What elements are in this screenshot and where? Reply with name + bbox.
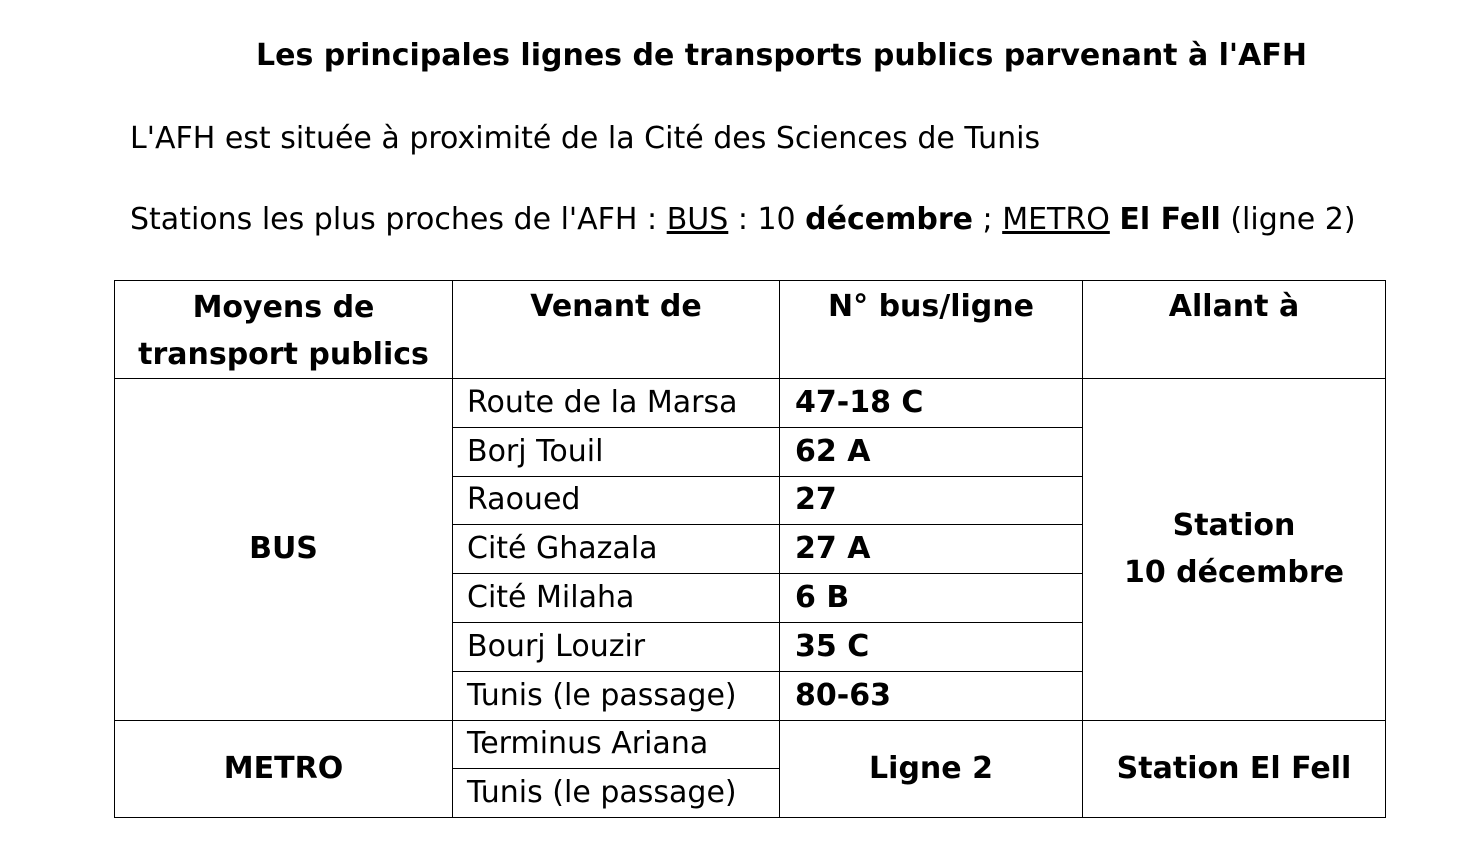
bus-destination-cell: [1083, 379, 1386, 721]
number-cell: 27: [780, 476, 1083, 525]
stations-separator: ;: [973, 202, 1003, 237]
from-cell: Tunis (le passage): [453, 769, 780, 818]
number-cell: 62 A: [780, 427, 1083, 476]
from-cell: Cité Ghazala: [453, 525, 780, 574]
from-cell: Bourj Louzir: [453, 622, 780, 671]
bus-mode-cell: BUS: [115, 379, 453, 721]
header-mode-line2: transport publics: [138, 337, 429, 372]
header-number: N° bus/ligne: [780, 281, 1083, 379]
table-header-row: [115, 281, 1386, 379]
stations-prefix: Stations les plus proches de l'AFH :: [130, 202, 667, 237]
header-from: Venant de: [453, 281, 780, 379]
header-to: Allant à: [1083, 281, 1386, 379]
transport-table: [114, 280, 1386, 818]
from-cell: Cité Milaha: [453, 574, 780, 623]
from-cell: Tunis (le passage): [453, 671, 780, 720]
number-cell: 80-63: [780, 671, 1083, 720]
number-cell: 47-18 C: [780, 379, 1083, 428]
metro-number-cell: Ligne 2: [780, 720, 1083, 818]
from-cell: Route de la Marsa: [453, 379, 780, 428]
nearest-stations: [130, 200, 1356, 240]
metro-label: METRO: [1002, 202, 1110, 237]
metro-station: El Fell: [1119, 202, 1221, 237]
page-title: Les principales lignes de transports publics parvenant à l'AFH: [256, 38, 1307, 73]
metro-destination-cell: Station El Fell: [1083, 720, 1386, 818]
bus-label: BUS: [666, 202, 729, 237]
bus-separator: : 10: [728, 202, 806, 237]
from-cell: Terminus Ariana: [453, 720, 780, 769]
table-row: [115, 720, 1386, 769]
number-cell: 27 A: [780, 525, 1083, 574]
header-mode-line1: Moyens de: [192, 290, 375, 325]
bus-destination-line1: Station: [1172, 508, 1296, 544]
from-cell: Borj Touil: [453, 427, 780, 476]
bus-station: décembre: [805, 202, 973, 237]
table-row: [115, 379, 1386, 428]
metro-suffix: (ligne 2): [1220, 202, 1356, 237]
intro-text: L'AFH est située à proximité de la Cité des Sciences de Tunis: [130, 121, 1041, 156]
header-mode: [115, 281, 453, 379]
metro-mode-cell: METRO: [115, 720, 453, 818]
from-cell: Raoued: [453, 476, 780, 525]
number-cell: 6 B: [780, 574, 1083, 623]
number-cell: 35 C: [780, 622, 1083, 671]
bus-destination-line2: 10 décembre: [1123, 555, 1345, 591]
